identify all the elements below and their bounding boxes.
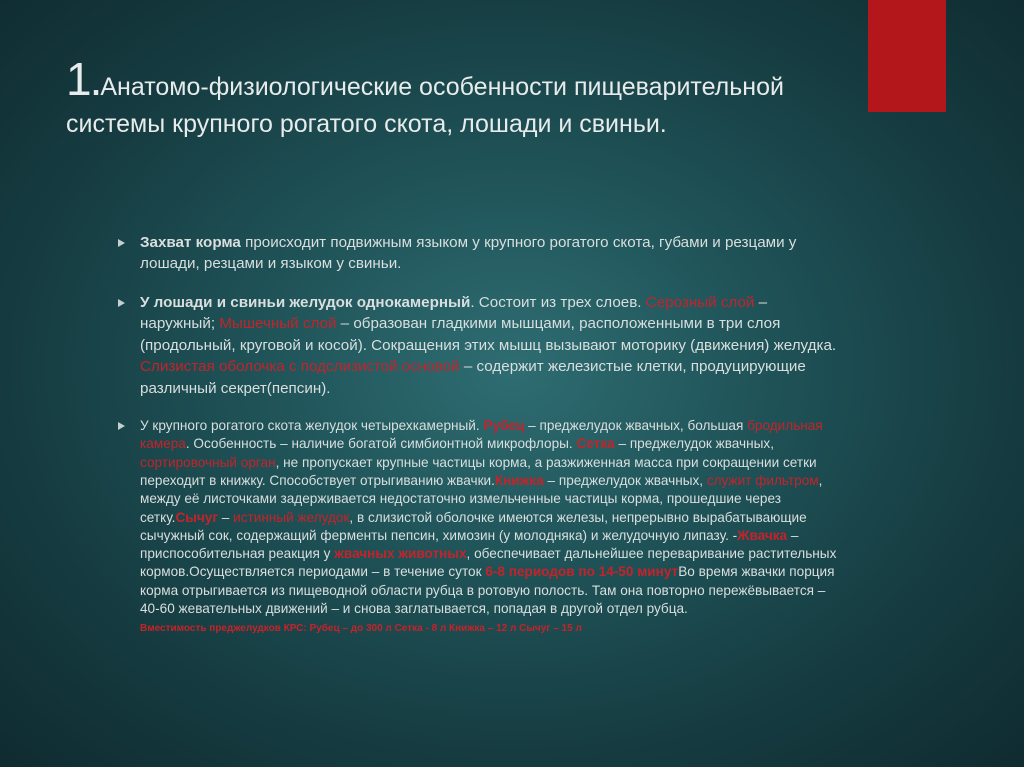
triangle-bullet-icon (118, 299, 125, 307)
text-segment: Мышечный слой (219, 315, 337, 333)
red-accent-block (868, 0, 946, 112)
text-segment: , в слизистой оболочке имеются железы, непрерывно вырабатывающие сычужный сок, содержащий ферменты пепсин, химозин (у молодняка) и желудочную липазу. - (140, 509, 807, 543)
text-segment: Вместимость преджелудков КРС: Рубец – до 300 л Сетка - 8 л Книжка – 12 л Сычуг – 15 л (140, 623, 582, 635)
triangle-bullet-icon (118, 239, 125, 247)
text-segment: Сычуг (175, 509, 218, 525)
text-segment: – преджелудок жвачных, большая (524, 418, 748, 434)
text-segment: . Состоит из трех слоев. (470, 294, 646, 311)
text-segment: – образован гладкими мышцами, расположенными в три слоя (продольный, круговой и косой). Сокращения этих мышц вызывают моторику (движения) желудка. (140, 315, 837, 354)
text-segment: служит фильтром (706, 472, 819, 488)
text-segment: Жвачка (737, 527, 788, 543)
text-segment: – преджелудок жвачных, (614, 436, 774, 452)
bullet-item-single-chamber-stomach (118, 292, 838, 399)
bullet-item-feed-capture (118, 232, 838, 274)
slide-title (66, 53, 856, 143)
bullet-list (118, 232, 838, 639)
text-segment: Рубец (483, 418, 525, 434)
bullet-item-four-chamber-stomach (118, 417, 838, 639)
text-segment: , обеспечивает дальнейшее переваривание растительных кормов.Осуществляется периодами – в течение суток (140, 546, 837, 580)
text-segment: жвачных животных (334, 546, 467, 562)
text-segment: 6-8 периодов по 14-50 минут (485, 564, 679, 580)
text-segment: , между её листочками задерживается недостаточно измельченные частицы корма, прошедшие через сетку. (140, 472, 823, 525)
text-segment: Слизистая оболочка с подслизистой основой (140, 358, 460, 376)
title-number: 1. (66, 53, 101, 105)
text-segment: – (218, 509, 234, 525)
text-segment: У крупного рогатого скота желудок четырехкамерный. (140, 418, 484, 434)
text-segment: – приспособительная реакция у (140, 527, 799, 562)
text-segment: . Особенность – наличие богатой симбионтной микрофлоры. (185, 436, 577, 452)
bullet-text (140, 294, 836, 397)
text-segment: Захват корма (140, 234, 241, 251)
text-segment: сортировочный орган (140, 454, 276, 470)
title-text: Анатомо-физиологические особенности пищеварительной системы крупного рогатого скота, лошади и свиньи. (66, 73, 784, 138)
text-segment: – наружный; (140, 294, 768, 333)
text-segment: – содержит железистые клетки, продуцирующие различный секрет(пепсин). (140, 358, 806, 397)
text-segment: Сетка (576, 436, 615, 452)
text-segment: – преджелудок жвачных, (543, 472, 707, 488)
text-segment: истинный желудок (233, 509, 350, 525)
bullet-text (140, 234, 796, 272)
bullet-text (140, 418, 836, 634)
text-segment: бродильная камера (140, 418, 823, 452)
text-segment: происходит подвижным языком у крупного рогатого скота, губами и резцами у лошади, резцами и языком у свиньи. (140, 234, 797, 272)
triangle-bullet-icon (118, 422, 125, 430)
text-segment: , не пропускает крупные частицы корма, а разжиженная масса при сокращении сетки переходит в книжку. Способствует отрыгиванию жвачки. (140, 454, 817, 488)
text-segment: Во время жвачки порция корма отрыгивается из пищеводной области рубца в ротовую полость. Там она повторно пережёвывается – 40-60 жевательных движений – и снова заглатывается, попадая в другой отдел рубца. (140, 564, 835, 616)
text-segment: Серозный слой (645, 294, 755, 311)
text-segment: У лошади и свиньи желудок однокамерный (140, 294, 471, 311)
text-segment: Книжка (494, 472, 544, 488)
